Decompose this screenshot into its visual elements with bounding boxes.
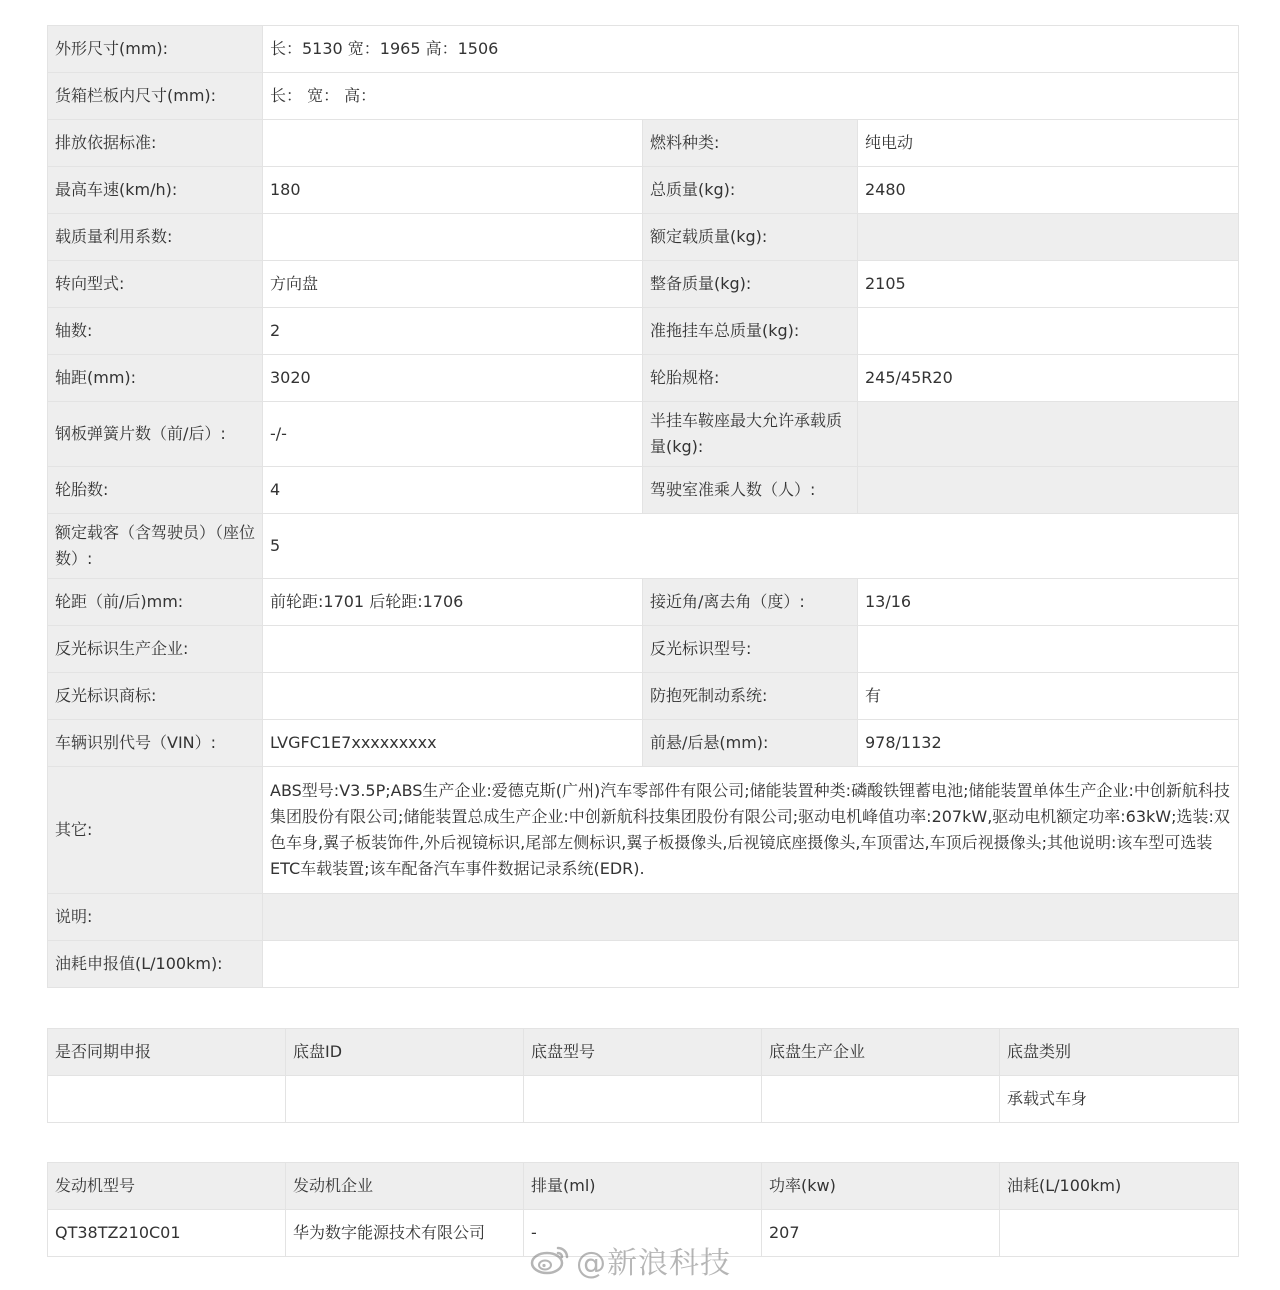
load-coefficient-value	[263, 214, 643, 261]
column-header: 油耗(L/100km)	[1000, 1163, 1239, 1210]
reflector-model-value	[858, 626, 1239, 673]
steering-type-value: 方向盘	[263, 261, 643, 308]
chassis-table	[47, 1028, 1239, 1123]
saddle-load-label: 半挂车鞍座最大允许承载质量(kg):	[643, 402, 858, 467]
tire-spec-value: 245/45R20	[858, 355, 1239, 402]
table-row	[48, 767, 1239, 894]
load-coefficient-label: 载质量利用系数:	[48, 214, 263, 261]
trailer-mass-value	[858, 308, 1239, 355]
total-mass-value: 2480	[858, 167, 1239, 214]
wheelbase-label: 轴距(mm):	[48, 355, 263, 402]
table-cell: 承载式车身	[1000, 1076, 1239, 1123]
other-value: ABS型号:V3.5P;ABS生产企业:爱德克斯(广州)汽车零部件有限公司;储能装置种类:磷酸铁锂蓄电池;储能装置单体生产企业:中创新航科技集团股份有限公司;储能装置总成生产企业:中创新航科技集团股份有限公司;驱动电机峰值功率:207kW,驱动电机额定功率:63kW;选装:双色车身,翼子板装饰件,外后视镜标识,尾部左侧标识,翼子板摄像头,后视镜底座摄像头,车顶雷达,车顶后视摄像头;其他说明:该车型可选装ETC车载装置;该车配备汽车事件数据记录系统(EDR).	[263, 767, 1239, 894]
table-row	[48, 894, 1239, 941]
approach-angle-value: 13/16	[858, 579, 1239, 626]
approach-angle-label: 接近角/离去角（度）:	[643, 579, 858, 626]
other-label: 其它:	[48, 767, 263, 894]
cargo-dimensions-value: 长： 宽： 高：	[263, 73, 1239, 120]
axles-value: 2	[263, 308, 643, 355]
table-cell	[48, 1076, 286, 1123]
fuel-consumption-value	[263, 941, 1239, 988]
table-header-row	[48, 1163, 1239, 1210]
fuel-type-value: 纯电动	[858, 120, 1239, 167]
table-row	[48, 26, 1239, 73]
passengers-label: 额定载客（含驾驶员）（座位数）:	[48, 514, 263, 579]
column-header: 底盘型号	[524, 1029, 762, 1076]
table-row	[48, 261, 1239, 308]
column-header: 功率(kw)	[762, 1163, 1000, 1210]
column-header: 是否同期申报	[48, 1029, 286, 1076]
reflector-brand-label: 反光标识商标:	[48, 673, 263, 720]
leaf-spring-value: -/-	[263, 402, 643, 467]
leaf-spring-label: 钢板弹簧片数（前/后）:	[48, 402, 263, 467]
column-header: 发动机型号	[48, 1163, 286, 1210]
watermark	[530, 1238, 731, 1282]
column-header: 底盘类别	[1000, 1029, 1239, 1076]
table-row	[48, 467, 1239, 514]
table-row	[48, 167, 1239, 214]
dimensions-label: 外形尺寸(mm):	[48, 26, 263, 73]
fuel-consumption-label: 油耗申报值(L/100km):	[48, 941, 263, 988]
cab-seats-value	[858, 467, 1239, 514]
table-cell	[762, 1076, 1000, 1123]
passengers-value: 5	[263, 514, 1239, 579]
emission-standard-label: 排放依据标准:	[48, 120, 263, 167]
reflector-maker-value	[263, 626, 643, 673]
vehicle-spec-table	[47, 25, 1239, 988]
table-cell	[524, 1076, 762, 1123]
cab-seats-label: 驾驶室准乘人数（人）:	[643, 467, 858, 514]
vin-label: 车辆识别代号（VIN）:	[48, 720, 263, 767]
saddle-load-value	[858, 402, 1239, 467]
table-cell: QT38TZ210C01	[48, 1210, 286, 1257]
vin-value: LVGFC1E7xxxxxxxxx	[263, 720, 643, 767]
overhang-value: 978/1132	[858, 720, 1239, 767]
reflector-maker-label: 反光标识生产企业:	[48, 626, 263, 673]
table-cell: -	[524, 1210, 762, 1257]
curb-mass-value: 2105	[858, 261, 1239, 308]
steering-type-label: 转向型式:	[48, 261, 263, 308]
table-row	[48, 120, 1239, 167]
table-row	[48, 402, 1239, 467]
overhang-label: 前悬/后悬(mm):	[643, 720, 858, 767]
abs-label: 防抱死制动系统:	[643, 673, 858, 720]
cargo-dimensions-label: 货箱栏板内尺寸(mm):	[48, 73, 263, 120]
track-width-value: 前轮距:1701 后轮距:1706	[263, 579, 643, 626]
table-cell: 207	[762, 1210, 1000, 1257]
axles-label: 轴数:	[48, 308, 263, 355]
table-header-row	[48, 1029, 1239, 1076]
table-row	[48, 514, 1239, 579]
watermark-text: @新浪科技	[576, 1246, 731, 1281]
max-speed-value: 180	[263, 167, 643, 214]
reflector-model-label: 反光标识型号:	[643, 626, 858, 673]
weibo-logo-icon	[530, 1244, 570, 1276]
column-header: 底盘生产企业	[762, 1029, 1000, 1076]
table-cell	[286, 1076, 524, 1123]
trailer-mass-label: 准拖挂车总质量(kg):	[643, 308, 858, 355]
note-label: 说明:	[48, 894, 263, 941]
table-row	[48, 579, 1239, 626]
tire-spec-label: 轮胎规格:	[643, 355, 858, 402]
note-value	[263, 894, 1239, 941]
table-row	[48, 673, 1239, 720]
emission-standard-value	[263, 120, 643, 167]
column-header: 底盘ID	[286, 1029, 524, 1076]
wheelbase-value: 3020	[263, 355, 643, 402]
table-row	[48, 720, 1239, 767]
table-cell: 华为数字能源技术有限公司	[286, 1210, 524, 1257]
tire-count-label: 轮胎数:	[48, 467, 263, 514]
table-row	[48, 214, 1239, 261]
reflector-brand-value	[263, 673, 643, 720]
table-row	[48, 1076, 1239, 1123]
track-width-label: 轮距（前/后)mm:	[48, 579, 263, 626]
total-mass-label: 总质量(kg):	[643, 167, 858, 214]
fuel-type-label: 燃料种类:	[643, 120, 858, 167]
tire-count-value: 4	[263, 467, 643, 514]
column-header: 排量(ml)	[524, 1163, 762, 1210]
curb-mass-label: 整备质量(kg):	[643, 261, 858, 308]
dimensions-value: 长：5130 宽：1965 高：1506	[263, 26, 1239, 73]
rated-load-value	[858, 214, 1239, 261]
max-speed-label: 最高车速(km/h):	[48, 167, 263, 214]
table-row	[48, 626, 1239, 673]
table-row	[48, 941, 1239, 988]
column-header: 发动机企业	[286, 1163, 524, 1210]
table-row	[48, 308, 1239, 355]
table-row	[48, 355, 1239, 402]
table-cell	[1000, 1210, 1239, 1257]
table-row	[48, 73, 1239, 120]
abs-value: 有	[858, 673, 1239, 720]
rated-load-label: 额定载质量(kg):	[643, 214, 858, 261]
